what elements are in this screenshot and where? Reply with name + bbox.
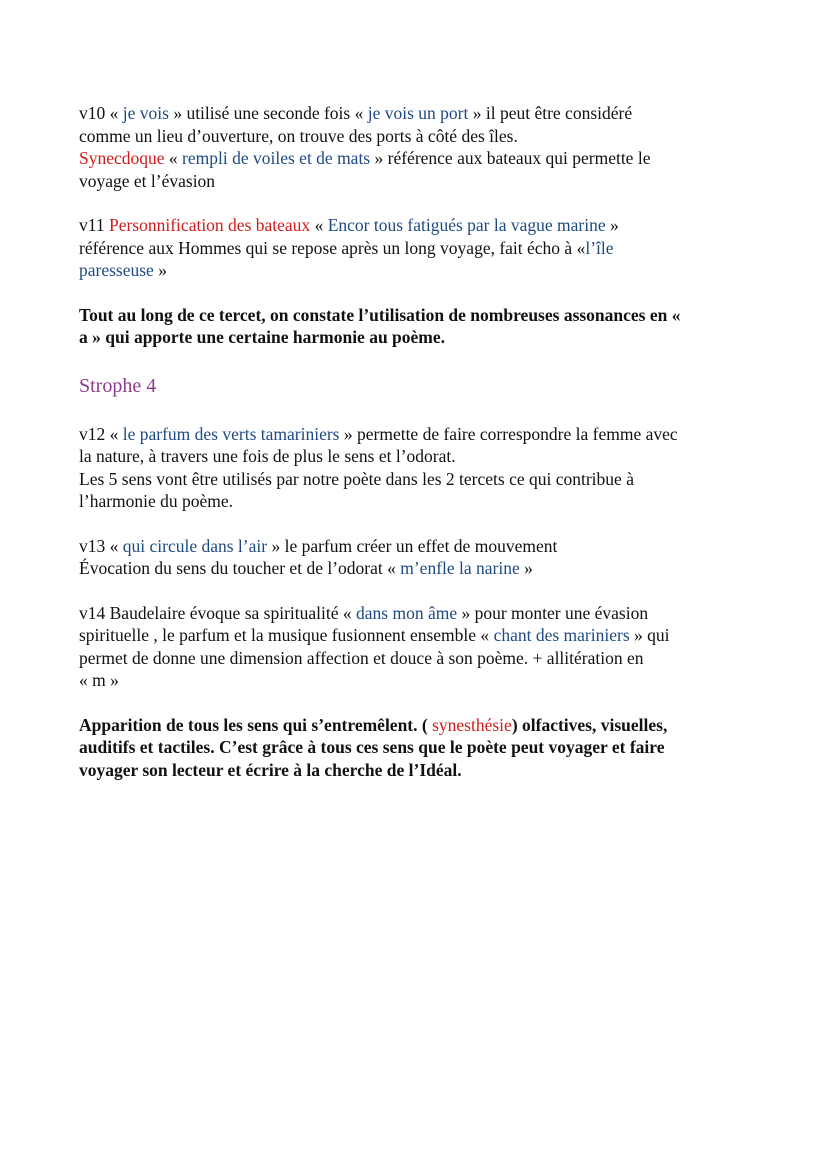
quote: le parfum des verts tamariniers (122, 423, 340, 444)
text: la nature, à travers une fois de plus le sens et l’odorat. (79, 446, 456, 466)
text: « (164, 148, 183, 168)
text: v11 (79, 215, 109, 235)
text: » permette de faire correspondre la femme avec (339, 423, 678, 444)
text: » il peut être considéré (468, 103, 633, 123)
quote: paresseuse (79, 260, 154, 280)
text: « m » (79, 670, 119, 690)
text: » utilisé une seconde fois « (168, 103, 368, 123)
text: voyage et l’évasion (79, 170, 216, 191)
text: permet de donne une dimension affection et douce à son poème. + allitération en (79, 647, 644, 668)
quote: qui circule dans l’air (122, 535, 268, 556)
text: auditifs et tactiles. C’est grâce à tous ces sens que le poète peut voyager et faire (79, 737, 665, 757)
paragraph-v14 (79, 602, 759, 692)
text: Évocation du sens du toucher et de l’odorat « (79, 558, 401, 578)
text: v14 Baudelaire évoque sa spiritualité « (79, 602, 357, 623)
paragraph-v11 (79, 214, 759, 282)
text: » (519, 558, 533, 578)
quote: je vois (122, 103, 169, 123)
text: » référence aux bateaux qui permette le (370, 148, 651, 168)
text: v10 « (79, 103, 123, 123)
text: v12 « (79, 423, 123, 444)
text: ) olfactives, visuelles, (511, 714, 668, 735)
synesthesia-term: synesthésie (432, 714, 512, 735)
text: comme un lieu d’ouverture, on trouve des ports à côté des îles. (79, 125, 518, 146)
text: Tout au long de ce tercet, on constate l’utilisation de nombreuses assonances en « (79, 304, 681, 325)
quote: l’île (585, 237, 614, 258)
document-content (79, 102, 759, 781)
quote: m’enfle la narine (400, 558, 520, 578)
text: « (310, 215, 328, 235)
quote: Encor tous fatigués par la vague marine (327, 215, 606, 235)
text: l’harmonie du poème. (79, 491, 234, 511)
text: » (605, 215, 619, 235)
paragraph-v12 (79, 423, 759, 513)
figure-of-speech: Personnification des bateaux (108, 215, 311, 235)
quote: chant des mariniers (493, 625, 630, 645)
figure-of-speech: Synecdoque (79, 148, 165, 168)
text: a » qui apporte une certaine harmonie au poème. (79, 327, 446, 347)
text: Les 5 sens vont être utilisés par notre poète dans les 2 tercets ce qui contribue à (79, 468, 634, 489)
quote: rempli de voiles et de mats (182, 148, 371, 168)
quote: dans mon âme (356, 602, 458, 623)
text: référence aux Hommes qui se repose après un long voyage, fait écho à « (79, 237, 586, 258)
text: » (153, 260, 167, 280)
tercet-conclusion (79, 304, 759, 349)
final-conclusion (79, 714, 759, 782)
paragraph-v10 (79, 102, 759, 192)
quote: je vois un port (367, 103, 469, 123)
text: » le parfum créer un effet de mouvement (267, 535, 558, 556)
text: spirituelle , le parfum et la musique fusionnent ensemble « (79, 625, 494, 645)
text: Apparition de tous les sens qui s’entremêlent. ( (79, 714, 433, 735)
text: » pour monter une évasion (457, 602, 649, 623)
text: » qui (629, 625, 670, 645)
text: v13 « (79, 535, 123, 556)
text: voyager son lecteur et écrire à la cherche de l’Idéal. (79, 759, 462, 780)
section-heading-strophe-4: Strophe 4 (79, 374, 157, 397)
paragraph-v13 (79, 535, 759, 580)
